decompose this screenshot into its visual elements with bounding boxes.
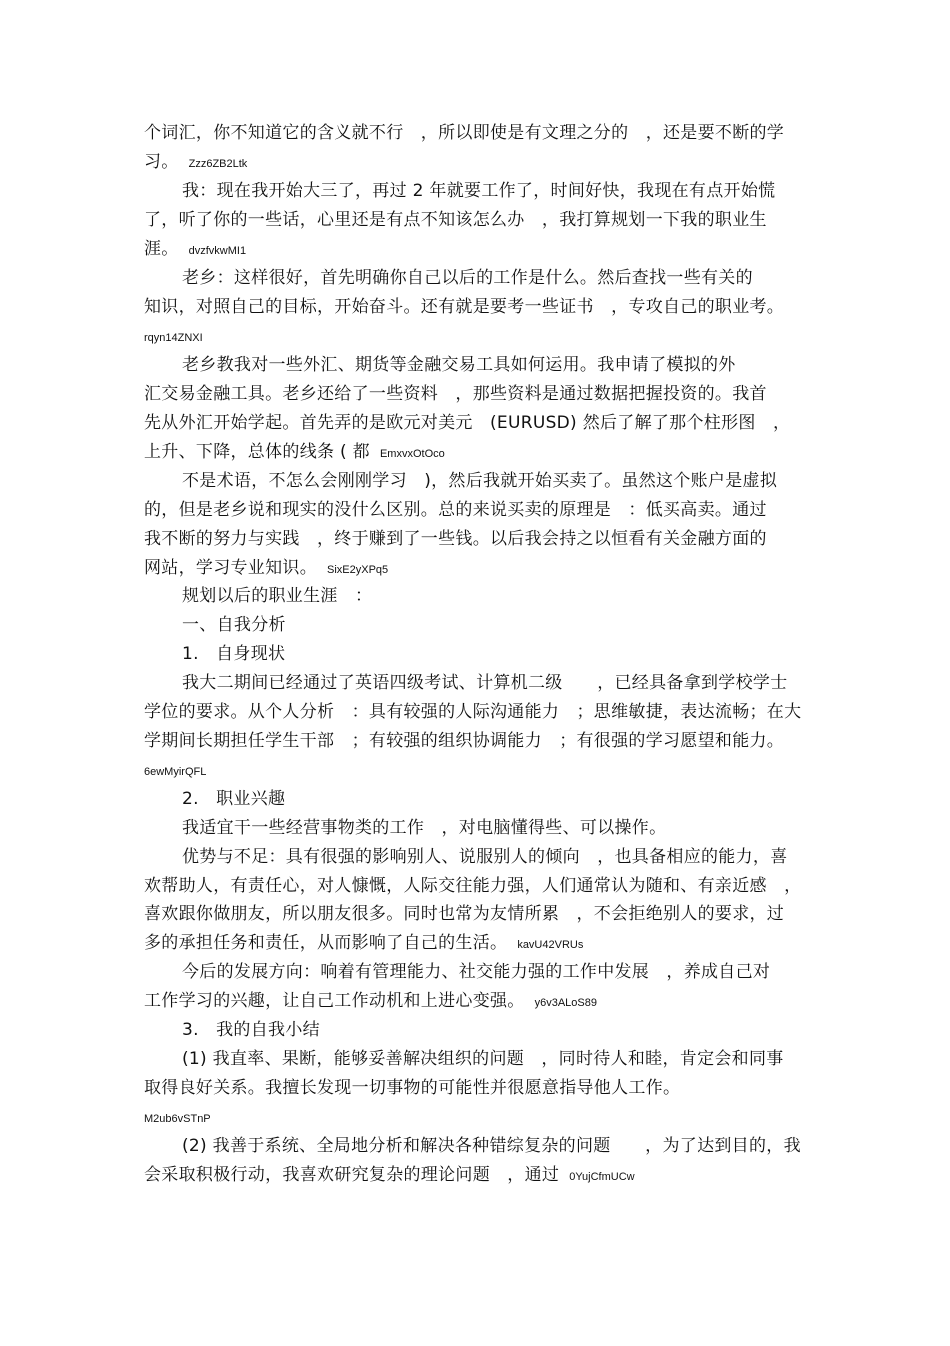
text-line: (1) 我直率、果断，能够妥善解决组织的问题 ，同时待人和睦，肯定会和同事 <box>182 1049 784 1069</box>
section-heading: 一、自我分析 <box>182 615 286 635</box>
text-line: 的，但是老乡说和现实的没什么区别。总的来说买卖的原理是 ：低买高卖。通过 <box>144 500 767 520</box>
text-line: 先从外汇开始学起。首先弄的是欧元对美元 (EURUSD) 然后了解了那个柱形图 ， <box>144 413 791 433</box>
text-line: 了，听了你的一些话，心里还是有点不知该怎么办 ，我打算规划一下我的职业生 <box>144 210 767 230</box>
text-line: 会采取积极行动，我喜欢研究复杂的理论问题 ，通过 0YujCfmUCw <box>144 1165 635 1185</box>
text-line: 上升、下降，总体的线条 ( 都 EmxvxOtOco <box>144 442 445 462</box>
text-line: 学期间长期担任学生干部 ；有较强的组织协调能力 ；有很强的学习愿望和能力。 <box>144 731 785 751</box>
text-line: 工作学习的兴趣，让自己工作动机和上进心变强。 y6v3ALoS89 <box>144 991 597 1011</box>
text-line: 涯。 dvzfvkwMI1 <box>144 239 247 259</box>
text-line: 我：现在我开始大三了，再过 2 年就要工作了，时间好快，我现在有点开始慌 <box>182 181 776 201</box>
text-line: 多的承担任务和责任，从而影响了自己的生活。 kavU42VRUs <box>144 933 584 953</box>
text-line: 喜欢跟你做朋友，所以朋友很多。同时也常为友情所累 ，不会拒绝别人的要求，过 <box>144 904 785 924</box>
text-line: M2ub6vSTnP <box>144 1113 211 1125</box>
text-line: 不是术语，不怎么会刚刚学习 )，然后我就开始买卖了。虽然这个账户是虚拟 <box>182 471 778 491</box>
text-line: 知识，对照自己的目标，开始奋斗。还有就是要考一些证书 ，专攻自己的职业考。 <box>144 297 785 317</box>
text-line: 优势与不足：具有很强的影响别人、说服别人的倾向 ，也具备相应的能力，喜 <box>182 847 788 867</box>
text-line: 老乡教我对一些外汇、期货等金融交易工具如何运用。我申请了模拟的外 <box>182 355 736 375</box>
text-line: 我适宜干一些经营事物类的工作 ，对电脑懂得些、可以操作。 <box>182 818 667 838</box>
text-line: 我大二期间已经通过了英语四级考试、计算机二级 ，已经具备拿到学校学士 <box>182 673 788 693</box>
text-line: 个词汇，你不知道它的含义就不行 ，所以即使是有文理之分的 ，还是要不断的学 <box>144 123 785 143</box>
text-line: 规划以后的职业生涯 ： <box>182 586 373 606</box>
text-line: 老乡：这样很好，首先明确你自己以后的工作是什么。然后查找一些有关的 <box>182 268 753 288</box>
text-line: 学位的要求。从个人分析 ：具有较强的人际沟通能力 ；思维敏捷，表达流畅；在大 <box>144 702 802 722</box>
text-line: rqyn14ZNXI <box>144 332 203 344</box>
text-line: 欢帮助人，有责任心，对人慷慨，人际交往能力强，人们通常认为随和、有亲近感 ， <box>144 876 802 896</box>
subsection-heading: 1. 自身现状 <box>182 644 286 664</box>
subsection-heading: 3. 我的自我小结 <box>182 1020 320 1040</box>
text-line: 网站，学习专业知识。 SixE2yXPq5 <box>144 558 389 578</box>
text-line: 6ewMyirQFL <box>144 766 207 778</box>
text-line: 取得良好关系。我擅长发现一切事物的可能性并很愿意指导他人工作。 <box>144 1078 681 1098</box>
subsection-heading: 2. 职业兴趣 <box>182 789 286 809</box>
text-line: (2) 我善于系统、全局地分析和解决各种错综复杂的问题 ，为了达到目的，我 <box>182 1136 801 1156</box>
text-line: 我不断的努力与实践 ，终于赚到了一些钱。以后我会持之以恒看有关金融方面的 <box>144 529 767 549</box>
text-line: 汇交易金融工具。老乡还给了一些资料 ，那些资料是通过数据把握投资的。我首 <box>144 384 767 404</box>
text-line: 今后的发展方向：响着有管理能力、社交能力强的工作中发展 ，养成自己对 <box>182 962 771 982</box>
text-line: 习。 Zzz6ZB2Ltk <box>144 152 248 172</box>
